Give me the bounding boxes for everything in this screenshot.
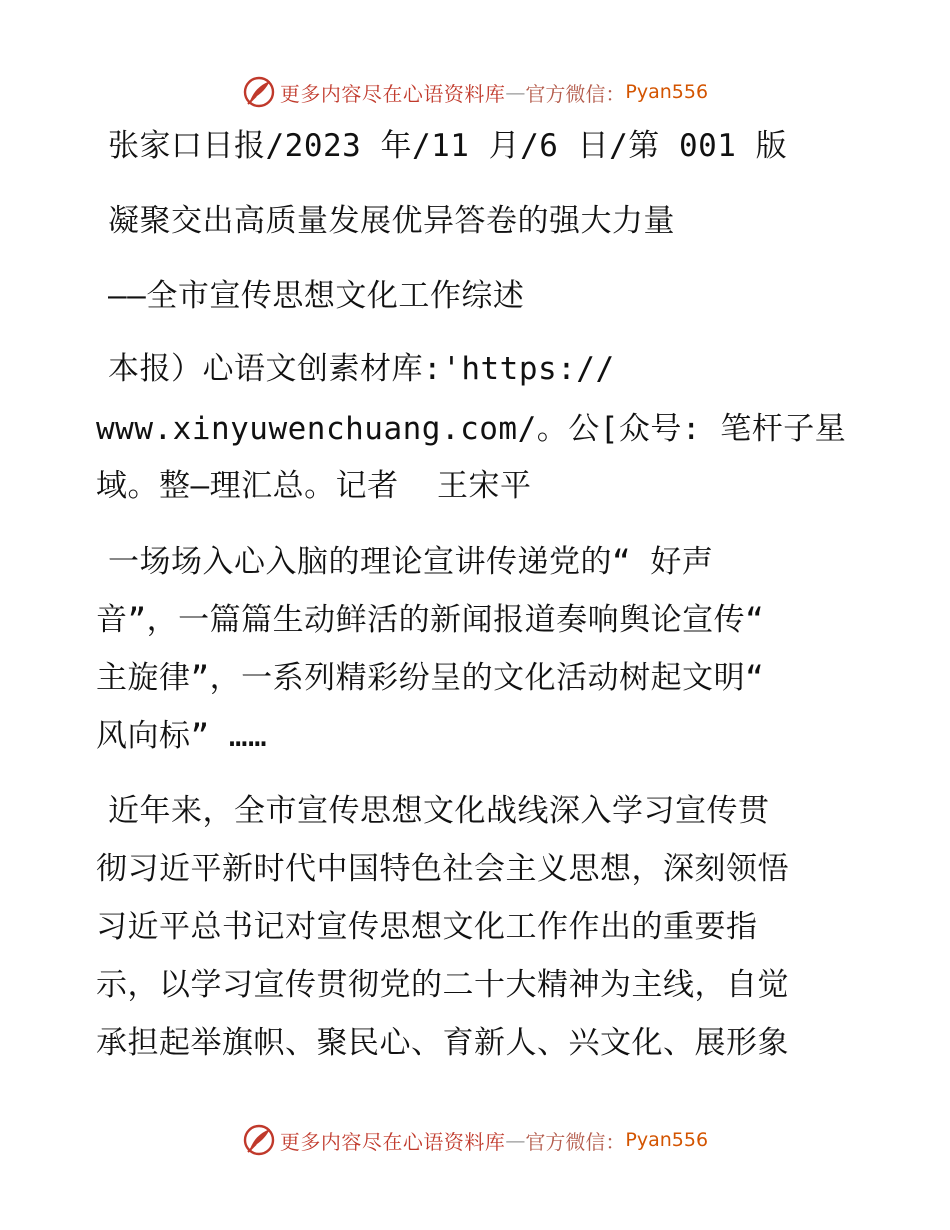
article-subtitle: ——全市宣传思想文化工作综述 bbox=[108, 278, 525, 314]
paragraph-line: 音”，一篇篇生动鲜活的新闻报道奏响舆论宣传“ bbox=[96, 602, 765, 638]
paragraph-line: 承担起举旗帜、聚民心、育新人、兴文化、展形象 bbox=[96, 1025, 789, 1061]
byline-line: 本报）心语文创素材库:'https:// bbox=[108, 351, 615, 387]
paragraph-line: 主旋律”，一系列精彩纷呈的文化活动树起文明“ bbox=[96, 660, 765, 696]
byline-line: www.xinyuwenchuang.com/。公[众号: 笔杆子星 bbox=[96, 411, 847, 447]
feather-logo-icon bbox=[242, 1123, 276, 1157]
paragraph-line: 风向标” …… bbox=[96, 718, 268, 754]
footer-wechat-label: 官方微信： bbox=[525, 1129, 626, 1154]
paragraph-line: 一场场入心入脑的理论宣讲传递党的“ 好声 bbox=[108, 544, 714, 580]
paragraph-line: 示，以学习宣传贯彻党的二十大精神为主线，自觉 bbox=[96, 967, 789, 1003]
paragraph-line: 习近平总书记对宣传思想文化工作作出的重要指 bbox=[96, 909, 758, 945]
feather-logo-icon bbox=[242, 75, 276, 109]
byline-line: 域。整—理汇总。记者 王宋平 bbox=[96, 468, 532, 504]
footer-promo-text: 更多内容尽在心语资料库 bbox=[279, 1129, 506, 1154]
paragraph-line: 彻习近平新时代中国特色社会主义思想，深刻领悟 bbox=[96, 851, 789, 887]
header-dash: — bbox=[505, 80, 526, 104]
paragraph-line: 近年来，全市宣传思想文化战线深入学习宣传贯 bbox=[108, 793, 770, 829]
footer-dash: — bbox=[505, 1128, 526, 1152]
article-title: 凝聚交出高质量发展优异答卷的强大力量 bbox=[108, 203, 675, 239]
footer-wechat-id: Pyan556 bbox=[625, 1129, 709, 1151]
header-promo-text: 更多内容尽在心语资料库 bbox=[279, 81, 506, 106]
header-wechat-id: Pyan556 bbox=[625, 81, 709, 103]
footer-banner bbox=[0, 1120, 950, 1160]
header-wechat-label: 官方微信： bbox=[525, 81, 626, 106]
header-banner bbox=[0, 72, 950, 112]
dateline: 张家口日报/2023 年/11 月/6 日/第 001 版 bbox=[108, 128, 788, 164]
